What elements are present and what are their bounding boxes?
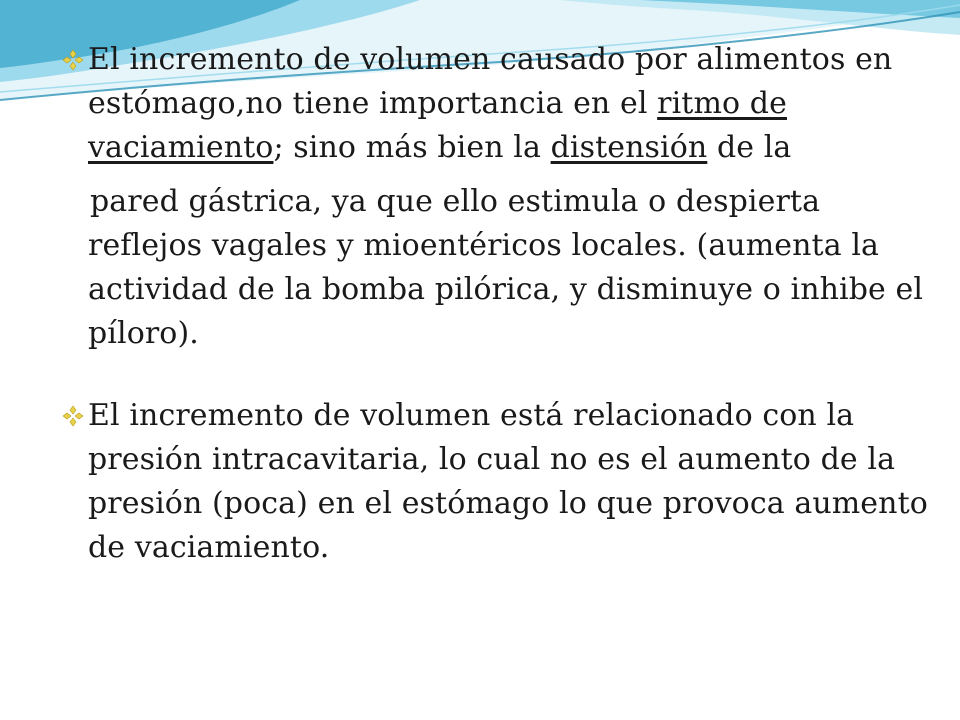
- paragraph-continuation: pared gástrica, ya que ello estimula o despierta reflejos vagales y mioentéricos locales. (aumenta la actividad de la bomba pilórica, y disminuye o inhibe el píloro).: [88, 184, 924, 351]
- slide-body: [58, 38, 938, 570]
- diamond-bullet-icon: [60, 49, 86, 71]
- paragraph-text: El incremento de volumen está relacionado con la presión intracavitaria, lo cual no es el aumento de la presión (poca) en el estómago lo que provoca aumento de vaciamiento.: [88, 398, 928, 565]
- paragraph-text: El incremento de volumen causado por alimentos en estómago,no tiene importancia en el: [88, 42, 893, 121]
- bullet-paragraph-1: [58, 38, 938, 170]
- spacer: [58, 356, 938, 394]
- underlined-term-distension: distensión: [550, 130, 708, 165]
- paragraph-text: de la: [707, 130, 792, 165]
- underlined-term-ritmo-de-vaciamiento: ritmo de vaciamiento: [88, 86, 787, 165]
- bullet-paragraph-2: [58, 394, 938, 570]
- diamond-bullet-icon: [60, 405, 86, 427]
- paragraph-text: ; sino más bien la: [273, 130, 551, 165]
